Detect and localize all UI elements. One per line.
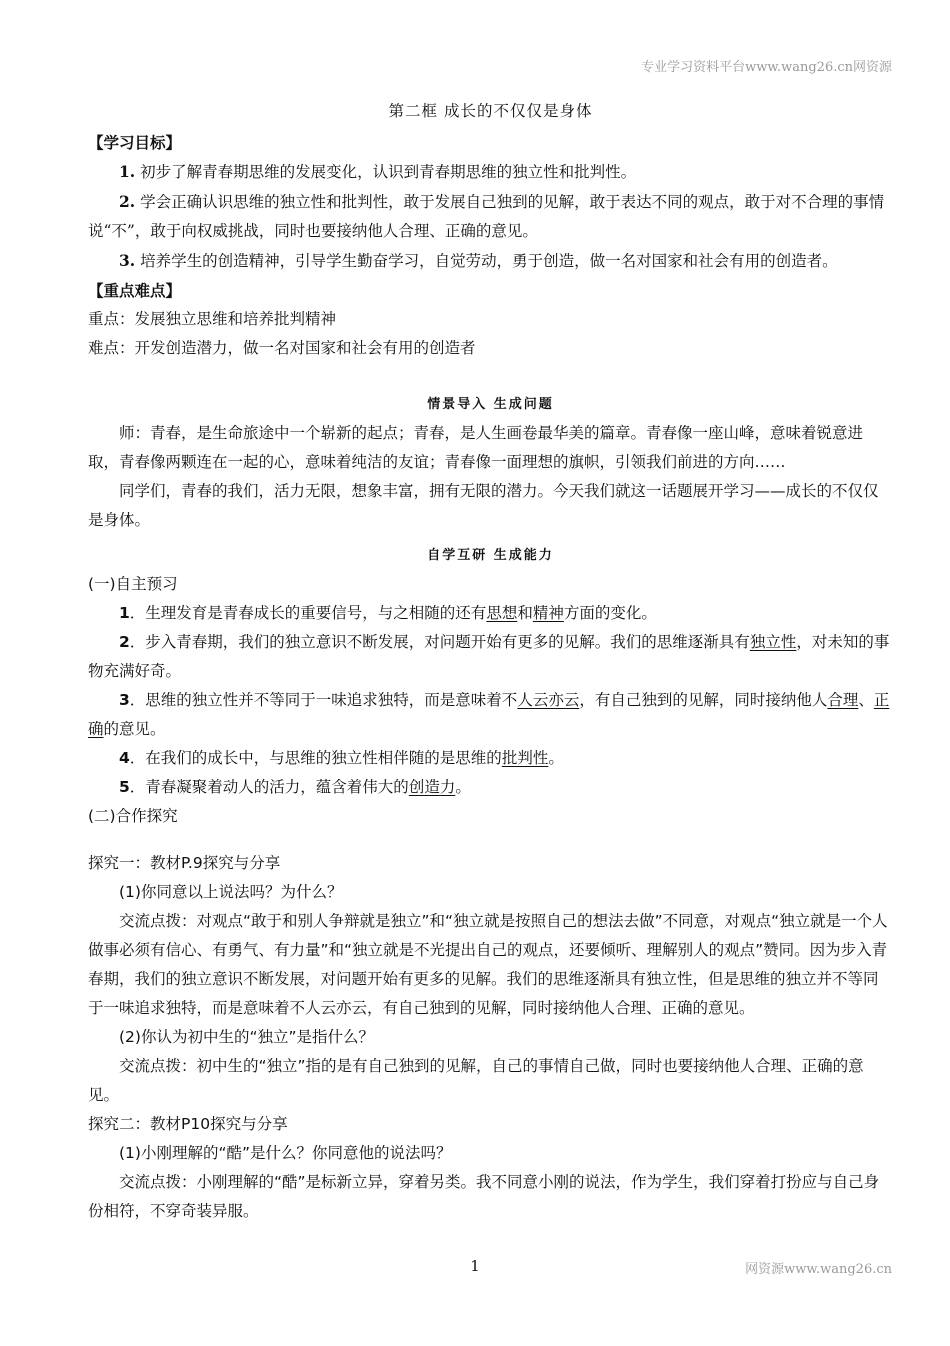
explore-answer: 交流点拨：小刚理解的“酷”是标新立异，穿着另类。我不同意小刚的说法，作为学生，我们穿着打扮应与自己身份相符，不穿奇装异服。 bbox=[88, 1173, 880, 1220]
keypoints-heading: 【重点难点】 bbox=[88, 281, 182, 300]
document-body bbox=[88, 97, 893, 1226]
explore-title: 探究一：教材P.9探究与分享 bbox=[88, 854, 281, 872]
goal-item: 1. 初步了解青春期思维的发展变化，认识到青春期思维的独立性和批判性。 bbox=[119, 162, 637, 181]
preview-item: 1．生理发育是青春成长的重要信号，与之相随的还有思想和精神方面的变化。 bbox=[119, 604, 657, 622]
page-number: 1 bbox=[470, 1257, 480, 1275]
goals-heading: 【学习目标】 bbox=[88, 133, 182, 152]
goal-item: 3. 培养学生的创造精神，引导学生勤奋学习，自觉劳动，勇于创造，做一名对国家和社会有用的创造者。 bbox=[119, 251, 838, 270]
difficulty-text: 难点：开发创造潜力，做一名对国家和社会有用的创造者 bbox=[88, 339, 476, 357]
explore-answer: 交流点拨：初中生的“独立”指的是有自己独到的见解，自己的事情自己做，同时也要接纳他人合理、正确的意见。 bbox=[88, 1057, 864, 1104]
preview-item: 5．青春凝聚着动人的活力，蕴含着伟大的创造力。 bbox=[119, 778, 471, 796]
preview-item: 3．思维的独立性并不等同于一味追求独特，而是意味着不人云亦云，有自己独到的见解，同时接纳他人合理、正确的意见。 bbox=[88, 691, 890, 738]
intro-paragraph: 师：青春，是生命旅途中一个崭新的起点；青春，是人生画卷最华美的篇章。青春像一座山峰，意味着锐意进取，青春像两颗连在一起的心，意味着纯洁的友谊；青春像一面理想的旗帜，引领我们前进的方向…… bbox=[88, 424, 864, 471]
intro-heading: 情景导入 生成问题 bbox=[427, 397, 554, 412]
explore-question: (1)你同意以上说法吗？为什么？ bbox=[119, 883, 343, 901]
selfstudy-heading: 自学互研 生成能力 bbox=[427, 548, 554, 563]
footer-watermark: 网资源www.wang26.cn bbox=[745, 1262, 892, 1277]
preview-item: 2．步入青春期，我们的独立意识不断发展，对问题开始有更多的见解。我们的思维逐渐具有独立性，对未知的事物充满好奇。 bbox=[88, 633, 890, 680]
header-watermark: 专业学习资料平台www.wang26.cn网资源 bbox=[641, 60, 892, 75]
part-heading: (二)合作探究 bbox=[88, 807, 178, 825]
part-heading: (一)自主预习 bbox=[88, 575, 178, 593]
focus-text: 重点：发展独立思维和培养批判精神 bbox=[88, 310, 337, 328]
explore-question: (2)你认为初中生的“独立”是指什么？ bbox=[119, 1028, 375, 1046]
goal-item: 2. 学会正确认识思维的独立性和批判性，敢于发展自己独到的见解，敢于表达不同的观点，敢于对不合理的事情说“不”，敢于向权威挑战，同时也要接纳他人合理、正确的意见。 bbox=[88, 192, 885, 240]
explore-answer: 交流点拨：对观点“敢于和别人争辩就是独立”和“独立就是按照自己的想法去做”不同意，对观点“独立就是一个人做事必须有信心、有勇气、有力量”和“独立就是不光提出自己的观点，还要倾听、理解别人的观点”赞同。因为步入青春期，我们的独立意识不断发展，对问题开始有更多的见解。我们的思维逐渐具有独立性，但是思维的独立并不等同于一味追求独特，而是意味着不人云亦云，有自己独到的见解，同时接纳他人合理、正确的意见。 bbox=[88, 912, 888, 1017]
explore-question: (1)小刚理解的“酷”是什么？你同意他的说法吗？ bbox=[119, 1144, 452, 1162]
page-title: 第二框 成长的不仅仅是身体 bbox=[388, 102, 593, 120]
preview-item: 4．在我们的成长中，与思维的独立性相伴随的是思维的批判性。 bbox=[119, 749, 564, 767]
intro-paragraph: 同学们，青春的我们，活力无限，想象丰富，拥有无限的潜力。今天我们就这一话题展开学习——成长的不仅仅是身体。 bbox=[88, 482, 879, 529]
explore-title: 探究二：教材P10探究与分享 bbox=[88, 1115, 288, 1133]
